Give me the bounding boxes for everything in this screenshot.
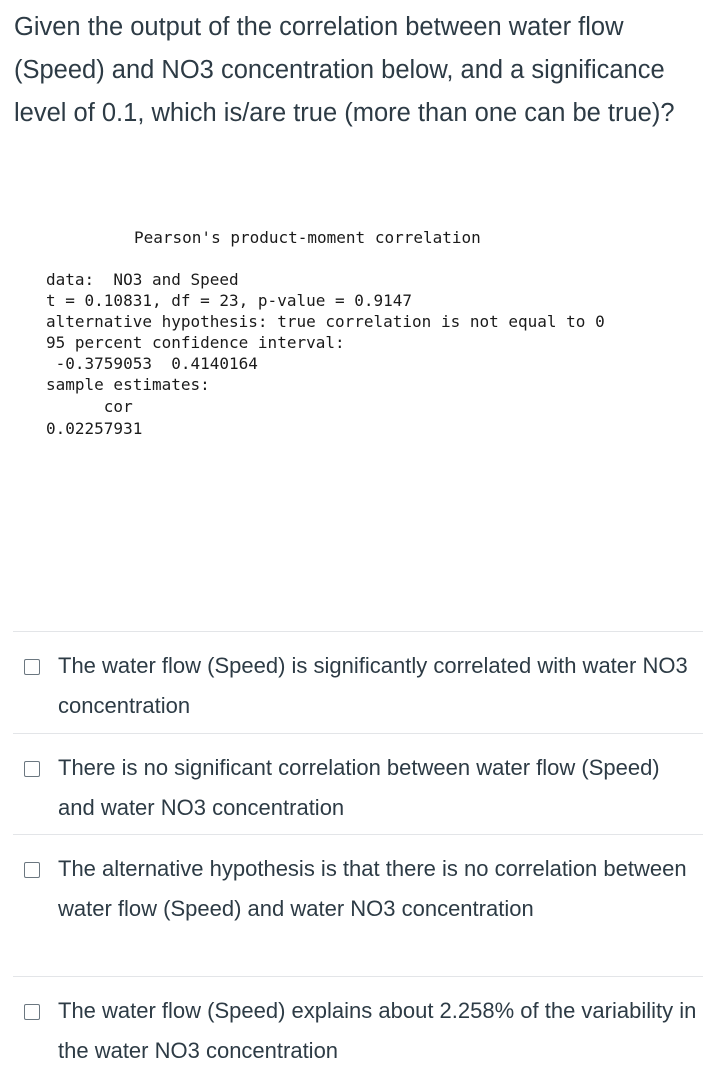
- answer-label-2[interactable]: There is no significant correlation between water flow (Speed) and water NO3 concentration: [58, 755, 660, 820]
- r-output-alternative-line: alternative hypothesis: true correlation is not equal to 0: [46, 312, 605, 331]
- r-output-cor-value: 0.02257931: [46, 419, 143, 438]
- answer-option-2[interactable]: [13, 733, 703, 834]
- r-output-title: Pearson's product-moment correlation: [134, 228, 481, 247]
- r-output-stats-line: t = 0.10831, df = 23, p-value = 0.9147: [46, 291, 413, 310]
- answer-option-3[interactable]: [13, 834, 703, 976]
- r-output-ci-values: -0.3759053 0.4140164: [46, 354, 258, 373]
- answer-checkbox-2[interactable]: [24, 761, 40, 777]
- answer-checkbox-4[interactable]: [24, 1004, 40, 1020]
- r-output-cor-label: cor: [46, 397, 133, 416]
- answer-list: [13, 631, 703, 1086]
- answer-option-1[interactable]: [13, 631, 703, 733]
- answer-checkbox-1[interactable]: [24, 659, 40, 675]
- answer-label-1[interactable]: The water flow (Speed) is significantly correlated with water NO3 concentration: [58, 653, 688, 718]
- answer-label-3[interactable]: The alternative hypothesis is that there is no correlation between water flow (Speed) and water NO3 concentration: [58, 856, 687, 921]
- question-text: Given the output of the correlation between water flow (Speed) and NO3 concentration below, and a significance level of 0.1, which is/are true (more than one can be true)?: [14, 13, 675, 127]
- answer-option-4[interactable]: [13, 976, 703, 1086]
- r-output-ci-header: 95 percent confidence interval:: [46, 333, 345, 352]
- r-output-estimates-header: sample estimates:: [46, 375, 210, 394]
- answer-checkbox-3[interactable]: [24, 862, 40, 878]
- r-output-data-line: data: NO3 and Speed: [46, 270, 239, 289]
- answer-label-4[interactable]: The water flow (Speed) explains about 2.258% of the variability in the water NO3 concentration: [58, 998, 697, 1063]
